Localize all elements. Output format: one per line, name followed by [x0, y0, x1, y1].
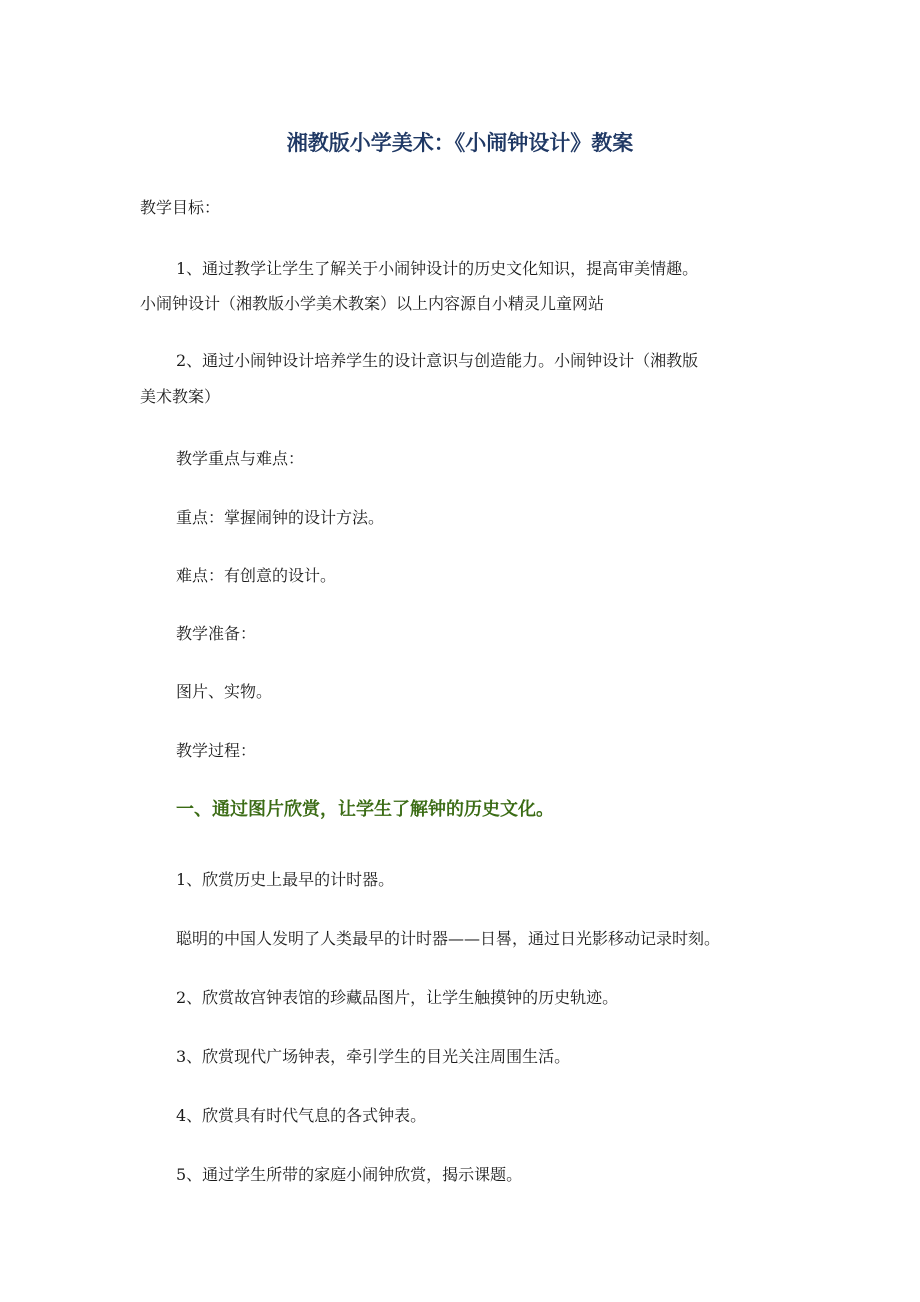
section-item-5: 5、通过学生所带的家庭小闹钟欣赏，揭示课题。: [176, 1165, 523, 1184]
section-item-4: 4、欣赏具有时代气息的各式钟表。: [176, 1106, 427, 1125]
section-item-3: 3、欣赏现代广场钟表，牵引学生的目光关注周围生活。: [176, 1047, 571, 1066]
paragraph-preparation: 教学准备：: [176, 624, 257, 643]
paragraph-process: 教学过程：: [176, 741, 257, 760]
paragraph-goal-1: 1、通过教学让学生了解关于小闹钟设计的历史文化知识，提高审美情趣。: [176, 259, 699, 278]
paragraph-goal-2: 2、通过小闹钟设计培养学生的设计意识与创造能力。小闹钟设计（湘教版: [176, 351, 699, 370]
document-title: 湘教版小学美术：《小闹钟设计》教案: [286, 131, 634, 155]
paragraph-goal-1-cont: 小闹钟设计（湘教版小学美术教案）以上内容源自小精灵儿童网站: [140, 294, 605, 313]
paragraph-difficulty: 难点：有创意的设计。: [176, 566, 337, 585]
section-item-1: 1、欣赏历史上最早的计时器。: [176, 870, 395, 889]
section-heading: 一、通过图片欣赏，让学生了解钟的历史文化。: [176, 799, 554, 820]
paragraph-materials: 图片、实物。: [176, 682, 273, 701]
paragraph-key-difficulty: 教学重点与难点：: [176, 449, 305, 468]
paragraph-teaching-goals: 教学目标：: [140, 198, 221, 217]
paragraph-key-point: 重点：掌握闹钟的设计方法。: [176, 508, 385, 527]
section-item-1-detail: 聪明的中国人发明了人类最早的计时器——日晷，通过日光影移动记录时刻。: [176, 929, 721, 948]
section-item-2: 2、欣赏故宫钟表馆的珍藏品图片，让学生触摸钟的历史轨迹。: [176, 988, 619, 1007]
paragraph-goal-2-cont: 美术教案）: [140, 387, 221, 406]
